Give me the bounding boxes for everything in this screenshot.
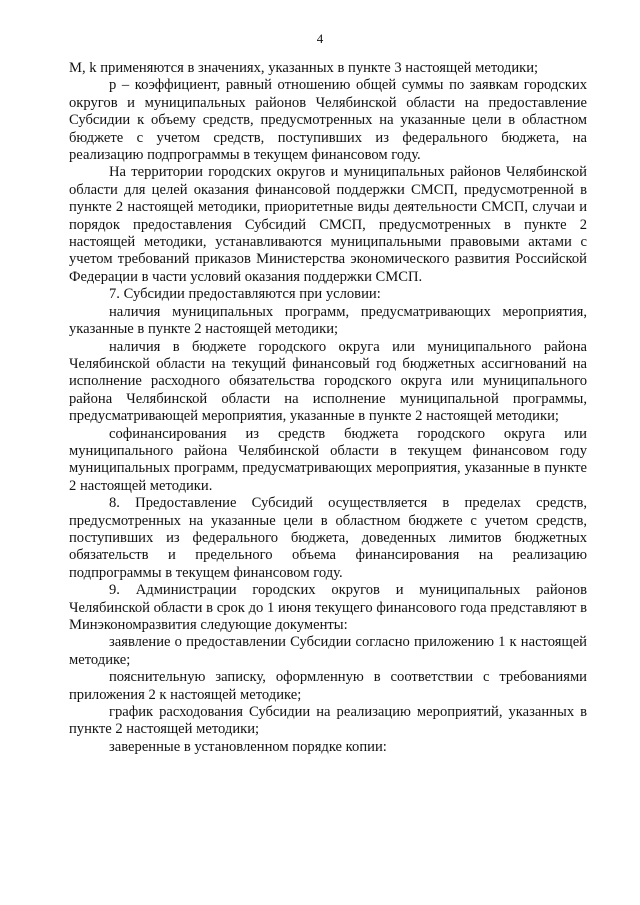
paragraph-doc-copies: заверенные в установленном порядке копии: — [109, 738, 387, 755]
page-number: 4 — [316, 31, 324, 46]
paragraph-doc-explanatory-note: пояснительную записку, оформленную в соответствии с требованиями приложения 2 к настоящей методике; — [69, 669, 587, 703]
paragraph-continuation: M, k применяются в значениях, указанных в пункте 3 настоящей методики; — [69, 60, 539, 76]
paragraph-doc-schedule: график расходования Субсидии на реализацию мероприятий, указанных в пункте 2 настоящей методики; — [69, 704, 587, 738]
paragraph-item-8: 8. Предоставление Субсидий осуществляется в пределах средств, предусмотренных на указанные цели в областном бюджете с учетом средств, поступивших из федерального бюджета, доведенных лимитов бюджетных обязательств и предельного объема финансирования на реализацию подпрограммы в текущем финансовом году. — [69, 495, 587, 581]
paragraph-territory-support: На территории городских округов и муниципальных районов Челябинской области для целей оказания финансовой поддержки СМСП, предусмотренной в пункте 2 настоящей методики, приоритетные виды деятельности СМСП, случаи и порядок предоставления Субсидий СМСП, предусмотренных в пункте 2 настоящей методики, устанавливаются муниципальными правовыми актами с учетом требований приказов Министерства экономического развития Российской Федерации в части условий оказания поддержки СМСП. — [69, 164, 587, 285]
paragraph-condition-budget: наличия в бюджете городского округа или муниципального района Челябинской области на текущий финансовый год бюджетных ассигнований на исполнение расходного обязательства городского округа или муниципального района Челябинской области на исполнение муниципальной программы, предусматривающей мероприятия, указанные в пункте 2 настоящей методики; — [69, 338, 587, 425]
paragraph-condition-cofinancing: софинансирования из средств бюджета городского округа или муниципального района Челябинской области в текущем финансовом году муниципальных программ, предусматривающих мероприятия, указанные в пункте 2 настоящей методики. — [69, 425, 587, 494]
paragraph-item-7: 7. Субсидии предоставляются при условии: — [109, 286, 381, 303]
paragraph-doc-application: заявление о предоставлении Субсидии согласно приложению 1 к настоящей методике; — [69, 634, 587, 668]
paragraph-coefficient-p: p – коэффициент, равный отношению общей суммы по заявкам городских округов и муниципальных районов Челябинской области на предоставление Субсидии к объему средств, предусмотренных на указанные цели в областном бюджете с учетом средств, поступивших из федерального бюджета, на реализацию подпрограммы в текущем финансовом году. — [69, 77, 587, 164]
document-body — [69, 60, 587, 756]
paragraph-condition-programs: наличия муниципальных программ, предусматривающих мероприятия, указанные в пункте 2 настоящей методики; — [69, 303, 587, 338]
paragraph-item-9: 9. Администрации городских округов и муниципальных районов Челябинской области в срок до 1 июня текущего финансового года представляют в Минэкономразвития следующие документы: — [69, 582, 587, 633]
